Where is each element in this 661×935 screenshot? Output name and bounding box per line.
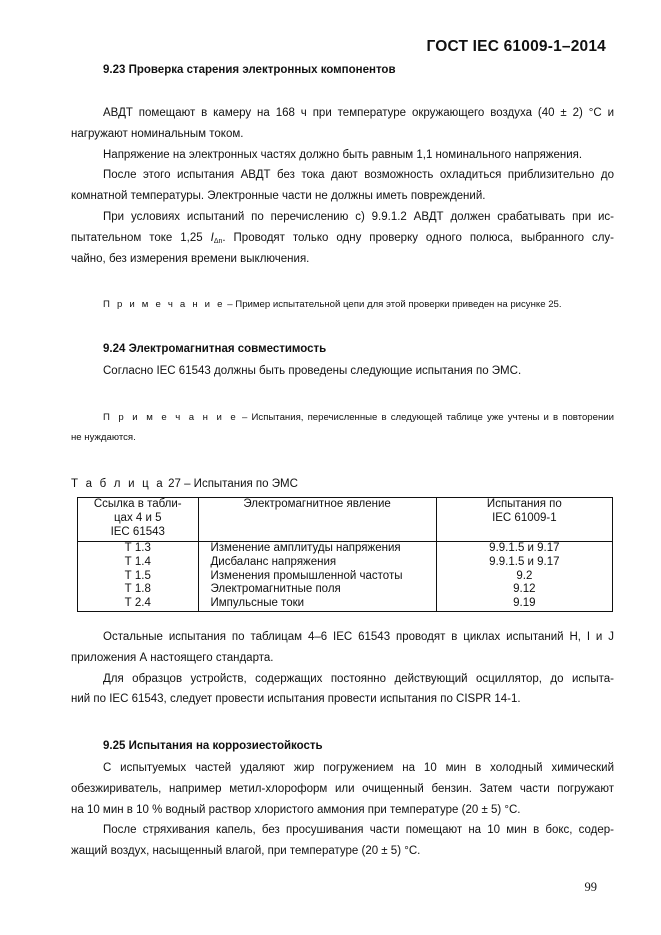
header-line: Испытания по <box>486 498 562 510</box>
table-row <box>78 583 613 597</box>
section-9-24-note <box>71 408 614 447</box>
paragraph-line: жащий воздух, насыщенный влагой, при температуре (20 ± 5) °С. <box>71 845 421 858</box>
paragraph-line: Для образцов устройств, содержащих постоянно действующий осциллятор, до испыта- <box>103 672 614 685</box>
section-9-25-body <box>71 758 614 862</box>
paragraph-line: После этого испытания АВДТ без тока дают возможность охладиться приблизительно до <box>103 169 614 182</box>
cell-text: Электромагнитные поля <box>210 583 341 596</box>
paragraph-line: нагружают номинальным током. <box>71 127 244 140</box>
section-9-25-heading: 9.25 Испытания на коррозиестойкость <box>103 740 323 752</box>
paragraph-line: обезжириватель, например метил-хлороформ или очищенный бензин. Затем части погружают <box>71 782 614 795</box>
note-line <box>71 295 614 315</box>
header-phenomenon <box>198 498 436 542</box>
paragraph-line: Остальные испытания по таблицам 4–6 IEC 61543 проводят в циклах испытаний H, I и J <box>103 631 614 643</box>
emc-tests-table <box>77 497 613 612</box>
paragraph-line <box>71 228 614 249</box>
section-9-23-heading: 9.23 Проверка старения электронных компонентов <box>103 64 396 76</box>
table-row <box>78 541 613 555</box>
current-symbol: I <box>210 231 214 244</box>
cell-reference: Т 1.5 <box>78 570 199 584</box>
paragraph-line: С испытуемых частей удаляют жир погружением на 10 мин в холодный химический <box>103 762 614 774</box>
cell-phenomenon <box>198 541 436 555</box>
header-line: Ссылка в табли- <box>93 498 182 510</box>
cell-reference: Т 1.8 <box>78 583 199 597</box>
header-line: IEC 61543 <box>110 525 165 538</box>
section-9-24-heading: 9.24 Электромагнитная совместимость <box>103 343 327 355</box>
line-text: пытательном токе 1,25 <box>71 231 211 244</box>
note-line: не нуждаются. <box>71 431 136 443</box>
document-header: ГОСТ IEC 61009-1–2014 <box>426 38 606 55</box>
cell-phenomenon <box>198 556 436 570</box>
cell-test: 9.9.1.5 и 9.17 <box>436 556 612 570</box>
header-line: цах 4 и 5 <box>113 511 162 524</box>
paragraph-line: Напряжение на электронных частях должно быть равным 1,1 номинального напряжения. <box>103 148 583 161</box>
paragraph-line: ний по IEC 61543, следует провести испытания провести испытания по CISPR 14-1. <box>71 693 521 706</box>
cell-test: 9.19 <box>436 597 612 611</box>
cell-text: Изменение амплитуды напряжения <box>210 541 401 554</box>
note-text: – Пример испытательной цепи для этой проверки приведен на рисунке 25. <box>224 299 562 310</box>
note-line <box>71 408 614 428</box>
paragraph-line: При условиях испытаний по перечислению с) 9.9.1.2 АВДТ должен срабатывать при ис- <box>103 210 614 223</box>
header-tests <box>436 498 612 542</box>
paragraph-line: чайно, без измерения времени выключения. <box>71 252 310 265</box>
table-header-row <box>78 498 613 542</box>
table-row <box>78 570 613 584</box>
paragraph-line: После стряхивания капель, без просушивания части помещают на 10 мин в бокс, содер- <box>103 824 614 837</box>
after-table-body <box>71 627 614 710</box>
cell-text: Изменения промышленной частоты <box>210 569 403 582</box>
table-row <box>78 556 613 570</box>
cell-reference: Т 2.4 <box>78 597 199 611</box>
table-row <box>78 597 613 611</box>
note-label: П р и м е ч а н и е <box>103 412 238 423</box>
cell-reference: Т 1.4 <box>78 556 199 570</box>
paragraph-line: на 10 мин в 10 % водный раствор хлористого аммония при температуре (20 ± 5) °С. <box>71 803 521 816</box>
cell-text: Импульсные токи <box>210 597 305 610</box>
note-text: – Испытания, перечисленные в следующей таблице уже учтены и в повторении <box>237 412 614 423</box>
header-line: IEC 61009-1 <box>492 511 557 524</box>
cell-reference: Т 1.3 <box>78 541 199 555</box>
current-subscript: Δn <box>213 237 223 245</box>
section-9-24-body <box>71 361 614 382</box>
paragraph-line: приложения А настоящего стандарта. <box>71 651 274 664</box>
note-label: П р и м е ч а н и е <box>103 299 225 310</box>
page-number: 99 <box>584 880 597 894</box>
header-line: Электромагнитное явление <box>243 498 391 510</box>
section-9-23-body <box>71 103 614 269</box>
line-text: . Проводят только одну проверку одного полюса, выбранного слу- <box>222 231 614 244</box>
cell-test: 9.12 <box>436 583 612 597</box>
section-9-23-note <box>71 295 614 315</box>
paragraph-line: Согласно IEC 61543 должны быть проведены следующие испытания по ЭМС. <box>103 365 522 377</box>
cell-phenomenon <box>198 570 436 584</box>
cell-phenomenon <box>198 583 436 597</box>
header-reference <box>78 498 199 542</box>
table-caption-text: 27 – Испытания по ЭМС <box>164 478 298 490</box>
paragraph-line: АВДТ помещают в камеру на 168 ч при температуре окружающего воздуха (40 ± 2) °С и <box>103 107 614 119</box>
cell-test: 9.2 <box>436 570 612 584</box>
table-caption <box>71 478 298 490</box>
cell-test: 9.9.1.5 и 9.17 <box>436 541 612 555</box>
paragraph-line: комнатной температуры. Электронные части не должны иметь повреждений. <box>71 190 486 203</box>
table-caption-label: Т а б л и ц а <box>71 478 165 490</box>
cell-phenomenon <box>198 597 436 611</box>
cell-text: Дисбаланс напряжения <box>210 555 337 568</box>
